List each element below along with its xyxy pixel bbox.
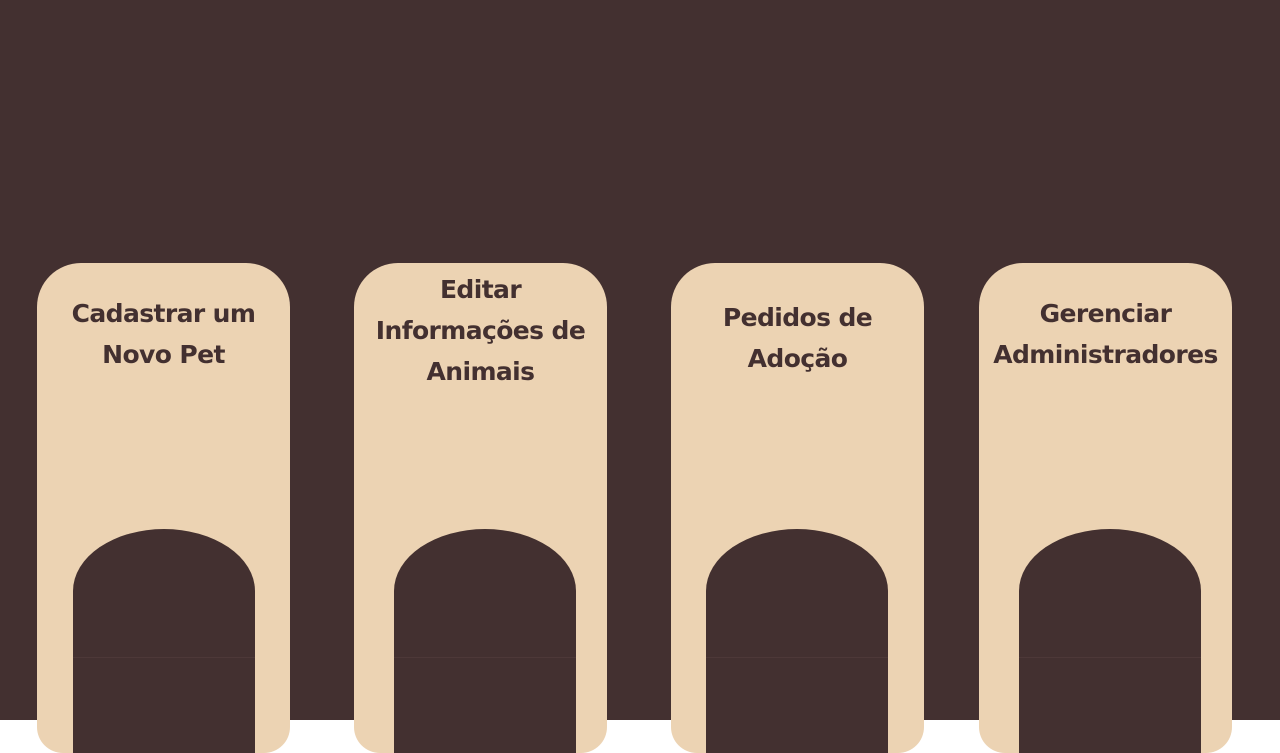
card-manage-admins[interactable] (979, 263, 1232, 753)
arch-seam (706, 657, 888, 658)
card-title (37, 293, 290, 375)
card-title (354, 269, 607, 392)
card-arch-decoration (394, 529, 576, 753)
card-title-line: Informações de (375, 316, 586, 345)
card-title-line: Editar (439, 275, 522, 304)
card-title-line: Adoção (747, 344, 848, 373)
arch-seam (1019, 657, 1201, 658)
card-title-line: Pedidos de (722, 303, 873, 332)
card-arch-decoration (706, 529, 888, 753)
card-arch-decoration (73, 529, 255, 753)
card-title-line: Animais (426, 357, 535, 386)
card-title-line: Novo Pet (102, 340, 225, 369)
arch-seam (73, 657, 255, 658)
card-arch-decoration (1019, 529, 1201, 753)
card-title-line: Cadastrar um (71, 299, 256, 328)
arch-seam (394, 657, 576, 658)
card-register-pet[interactable] (37, 263, 290, 753)
card-title-line: Gerenciar (1039, 299, 1172, 328)
card-title (979, 293, 1232, 375)
card-edit-animals[interactable] (354, 263, 607, 753)
card-adoption-requests[interactable] (671, 263, 924, 753)
card-title (671, 297, 924, 379)
card-title-line: Administradores (993, 340, 1218, 369)
